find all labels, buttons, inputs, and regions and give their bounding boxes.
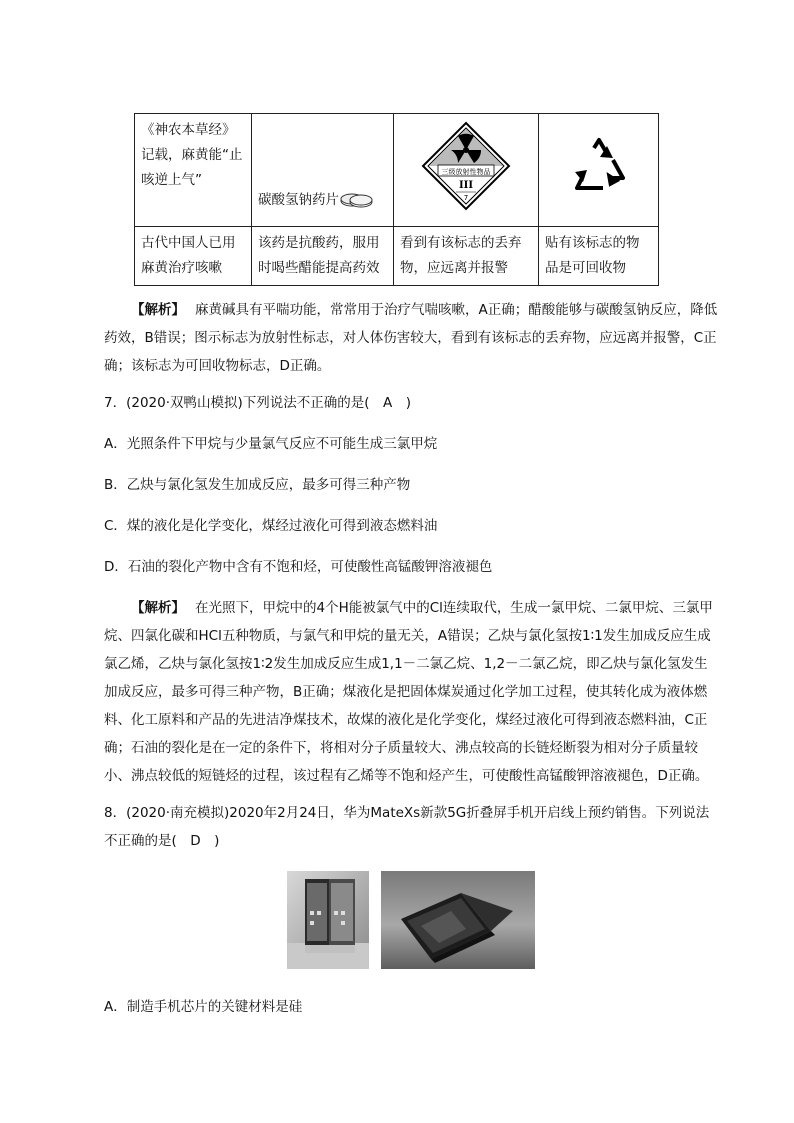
question-7-option-d: D．石油的裂化产物中含有不饱和烃，可使酸性高锰酸钾溶液褪色 (104, 559, 493, 575)
folding-phone-photo-side (381, 871, 535, 969)
radioactive-sign-icon (420, 120, 512, 212)
folding-phone-photo-front (287, 871, 369, 969)
question-8-stem: 8．(2020·南充模拟)2020年2月24日，华为MateXs新款5G折叠屏手机开启线上预约销售。下列说法不正确的是( D ) (104, 805, 710, 849)
sign-number: 7 (463, 194, 469, 202)
cell-r1-c1: 《神农本草经》记载，麻黄能“止咳逆上气” (135, 114, 252, 227)
phone-photos (287, 871, 535, 969)
cell-r2-c2: 该药是抗酸药，服用时喝些醋能提高药效 (252, 227, 394, 286)
cell-r1-c2 (252, 114, 394, 227)
analysis-tag: 【解析】 (131, 302, 185, 318)
tablet-icon (339, 189, 373, 211)
cell-r2-c4: 贴有该标志的物品是可回收物 (539, 227, 659, 286)
analysis-tag: 【解析】 (131, 600, 185, 616)
sign-class: III (458, 180, 474, 191)
medicine-label: 碳酸氢钠药片 (258, 191, 339, 208)
question-8-option-a: A．制造手机芯片的关键材料是硅 (104, 999, 303, 1015)
question-7-option-a: A．光照条件下甲烷与少量氯气反应不可能生成三氯甲烷 (104, 436, 438, 452)
analysis-1: 【解析】 麻黄碱具有平喘功能，常常用于治疗气喘咳嗽，A正确；醋酸能够与碳酸氢钠反应，降低药效，B错误；图示标志为放射性标志，对人体伤害较大，看到有该标志的丢弃物，应远离并报警，C正确；该标志为可回收物标志，D正确。 (104, 302, 718, 374)
cell-r2-c1: 古代中国人已用麻黄治疗咳嗽 (135, 227, 252, 286)
sign-text: 三级放射性物品 (441, 168, 491, 176)
recycle-icon (569, 136, 629, 196)
cell-r1-c4 (539, 114, 659, 227)
cell-r2-c3: 看到有该标志的丢弃物，应远离并报警 (394, 227, 539, 286)
analysis-2: 【解析】 在光照下，甲烷中的4个H能被氯气中的Cl连续取代，生成一氯甲烷、二氯甲烷、三氯甲烷、四氯化碳和HCl五种物质，与氯气和甲烷的量无关，A错误；乙炔与氯化氢按1∶1发生加成反应生成氯乙烯，乙炔与氯化氢按1∶2发生加成反应生成1,1－二氯乙烷、1,2－二氯乙烷，即乙炔与氯化氢发生加成反应，最多可得三种产物，B正确；煤液化是把固体煤炭通过化学加工过程，使其转化成为液体燃料、化工原料和产品的先进洁净煤技术，故煤的液化是化学变化，煤经过液化可得到液态燃料油，C正确；石油的裂化是在一定的条件下，将相对分子质量较大、沸点较高的长链烃断裂为相对分子质量较小、沸点较低的短链烃的过程，该过程有乙烯等不饱和烃产生，可使酸性高锰酸钾溶液褪色，D正确。 (104, 600, 713, 784)
question-7-option-b: B．乙炔与氯化氢发生加成反应，最多可得三种产物 (104, 477, 411, 493)
cell-r1-c3 (394, 114, 539, 227)
question-7-option-c: C．煤的液化是化学变化，煤经过液化可得到液态燃料油 (104, 518, 438, 534)
question-7-stem: 7．(2020·双鸭山模拟)下列说法不正确的是( A ) (104, 395, 412, 411)
options-table (134, 113, 659, 286)
